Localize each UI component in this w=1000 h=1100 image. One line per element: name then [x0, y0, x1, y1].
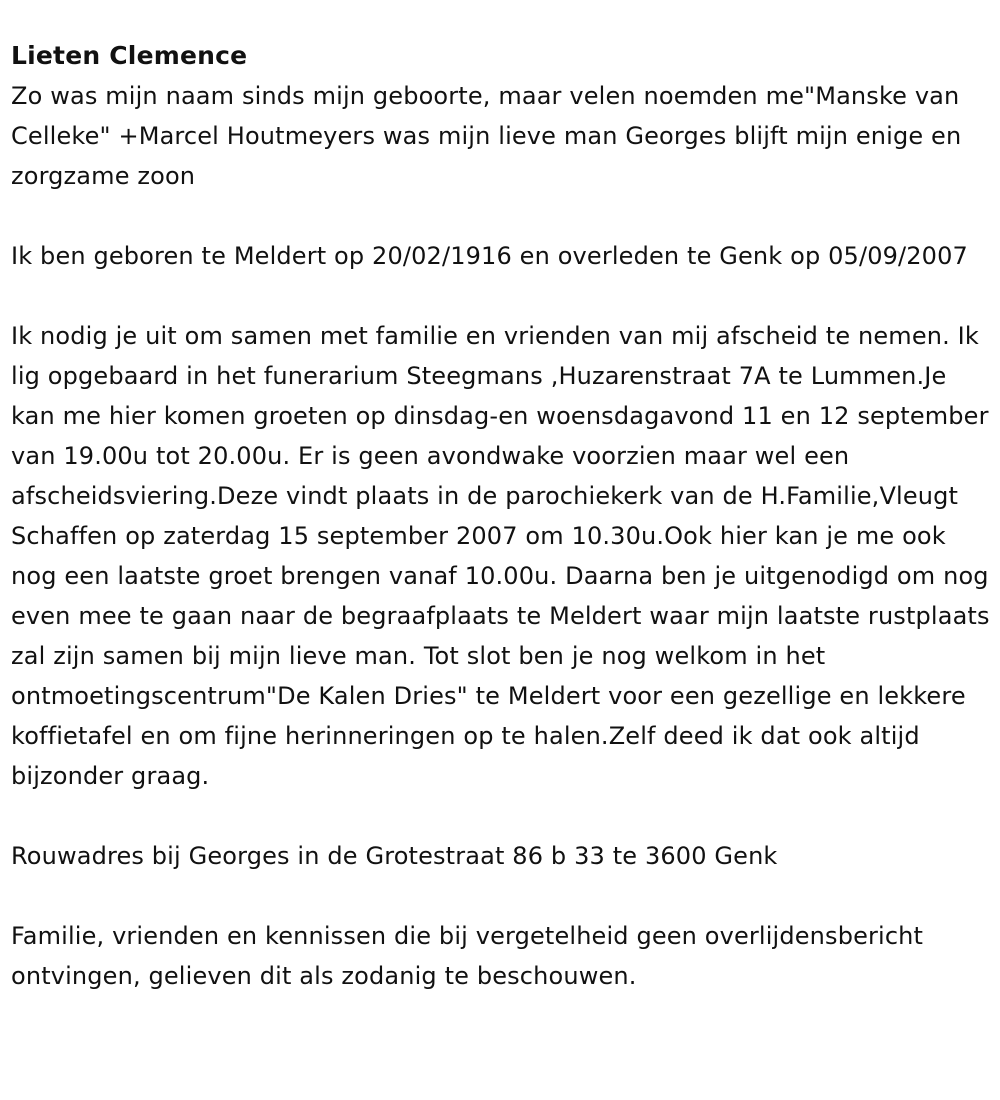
paragraph-invitation: Ik nodig je uit om samen met familie en vrienden van mij afscheid te nemen. Ik lig opgebaard in het funerarium Steegmans ,Huzarenstraat 7A te Lummen.Je kan me hier komen groeten op dinsdag-en woensdagavond 11 en 12 september van 19.00u tot 20.00u. Er is geen avondwake voorzien maar wel een afscheidsviering.Deze vindt plaats in de parochiekerk van de H.Familie,Vleugt Schaffen op zaterdag 15 september 2007 om 10.30u.Ook hier kan je me ook nog een laatste groet brengen vanaf 10.00u. Daarna ben je uitgenodigd om nog even mee te gaan naar de begraafplaats te Meldert waar mijn laatste rustplaats zal zijn samen bij mijn lieve man. Tot slot ben je nog welkom in het ontmoetingscentrum"De Kalen Dries" te Meldert voor een gezellige en lekkere koffietafel en om fijne herinneringen op te halen.Zelf deed ik dat ook altijd bijzonder graag. — [11, 322, 990, 790]
paragraph-birth-death: Ik ben geboren te Meldert op 20/02/1916 en overleden te Genk op 05/09/2007 — [11, 242, 968, 270]
paragraph-address: Rouwadres bij Georges in de Grotestraat 86 b 33 te 3600 Genk — [11, 842, 778, 870]
paragraph-intro: Zo was mijn naam sinds mijn geboorte, maar velen noemden me"Manske van Celleke" +Marcel Houtmeyers was mijn lieve man Georges blijft mijn enige en zorgzame zoon — [11, 82, 962, 190]
page-title: Lieten Clemence — [11, 41, 248, 70]
paragraph-closing: Familie, vrienden en kennissen die bij vergetelheid geen overlijdensbericht ontvingen, gelieven dit als zodanig te beschouwen. — [11, 922, 924, 990]
